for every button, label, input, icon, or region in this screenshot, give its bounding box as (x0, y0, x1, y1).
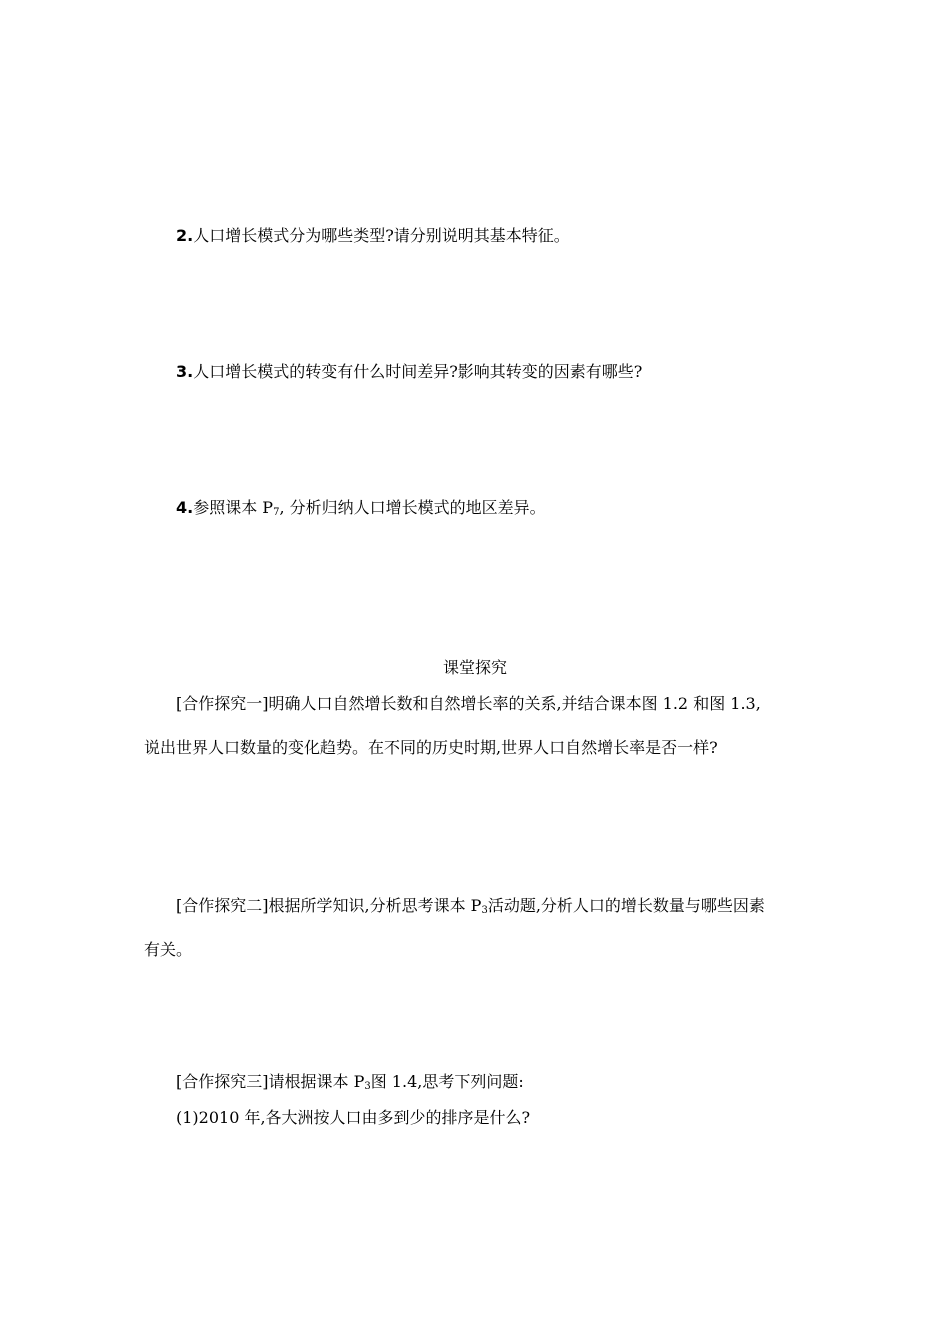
question-text-before: 参照课本 P (193, 498, 274, 517)
question-number: 3. (176, 362, 194, 381)
explore-3-text-before: [合作探究三]请根据课本 P (176, 1072, 365, 1091)
page-subscript: 7 (273, 507, 280, 518)
page-subscript: 3 (481, 905, 488, 916)
explore-2-text-before: [合作探究二]根据所学知识,分析思考课本 P (176, 896, 482, 915)
explore-1-line-2: 说出世界人口数量的变化趋势。在不同的历史时期,世界人口自然增长率是否一样? (144, 738, 718, 757)
question-4 (176, 498, 546, 523)
explore-3-text-after: 图 1.4,思考下列问题: (370, 1072, 524, 1091)
question-text: 人口增长模式分为哪些类型?请分别说明其基本特征。 (193, 226, 570, 245)
page-subscript: 3 (364, 1081, 371, 1092)
question-number: 2. (176, 226, 194, 245)
explore-2-line-2: 有关。 (144, 940, 193, 959)
explore-2-line-1 (176, 896, 765, 921)
explore-3-line-2: (1)2010 年,各大洲按人口由多到少的排序是什么? (176, 1108, 531, 1127)
question-number: 4. (176, 498, 194, 517)
explore-2-text-after: 活动题,分析人口的增长数量与哪些因素 (487, 896, 765, 915)
explore-3-line-1 (176, 1072, 524, 1097)
question-text-after: , 分析归纳人口增长模式的地区差异。 (279, 498, 546, 517)
question-text: 人口增长模式的转变有什么时间差异?影响其转变的因素有哪些? (193, 362, 643, 381)
question-2 (176, 226, 570, 246)
question-3 (176, 362, 642, 382)
section-title: 课堂探究 (442, 658, 507, 677)
explore-1-line-1: [合作探究一]明确人口自然增长数和自然增长率的关系,并结合课本图 1.2 和图 1.3, (176, 694, 761, 713)
